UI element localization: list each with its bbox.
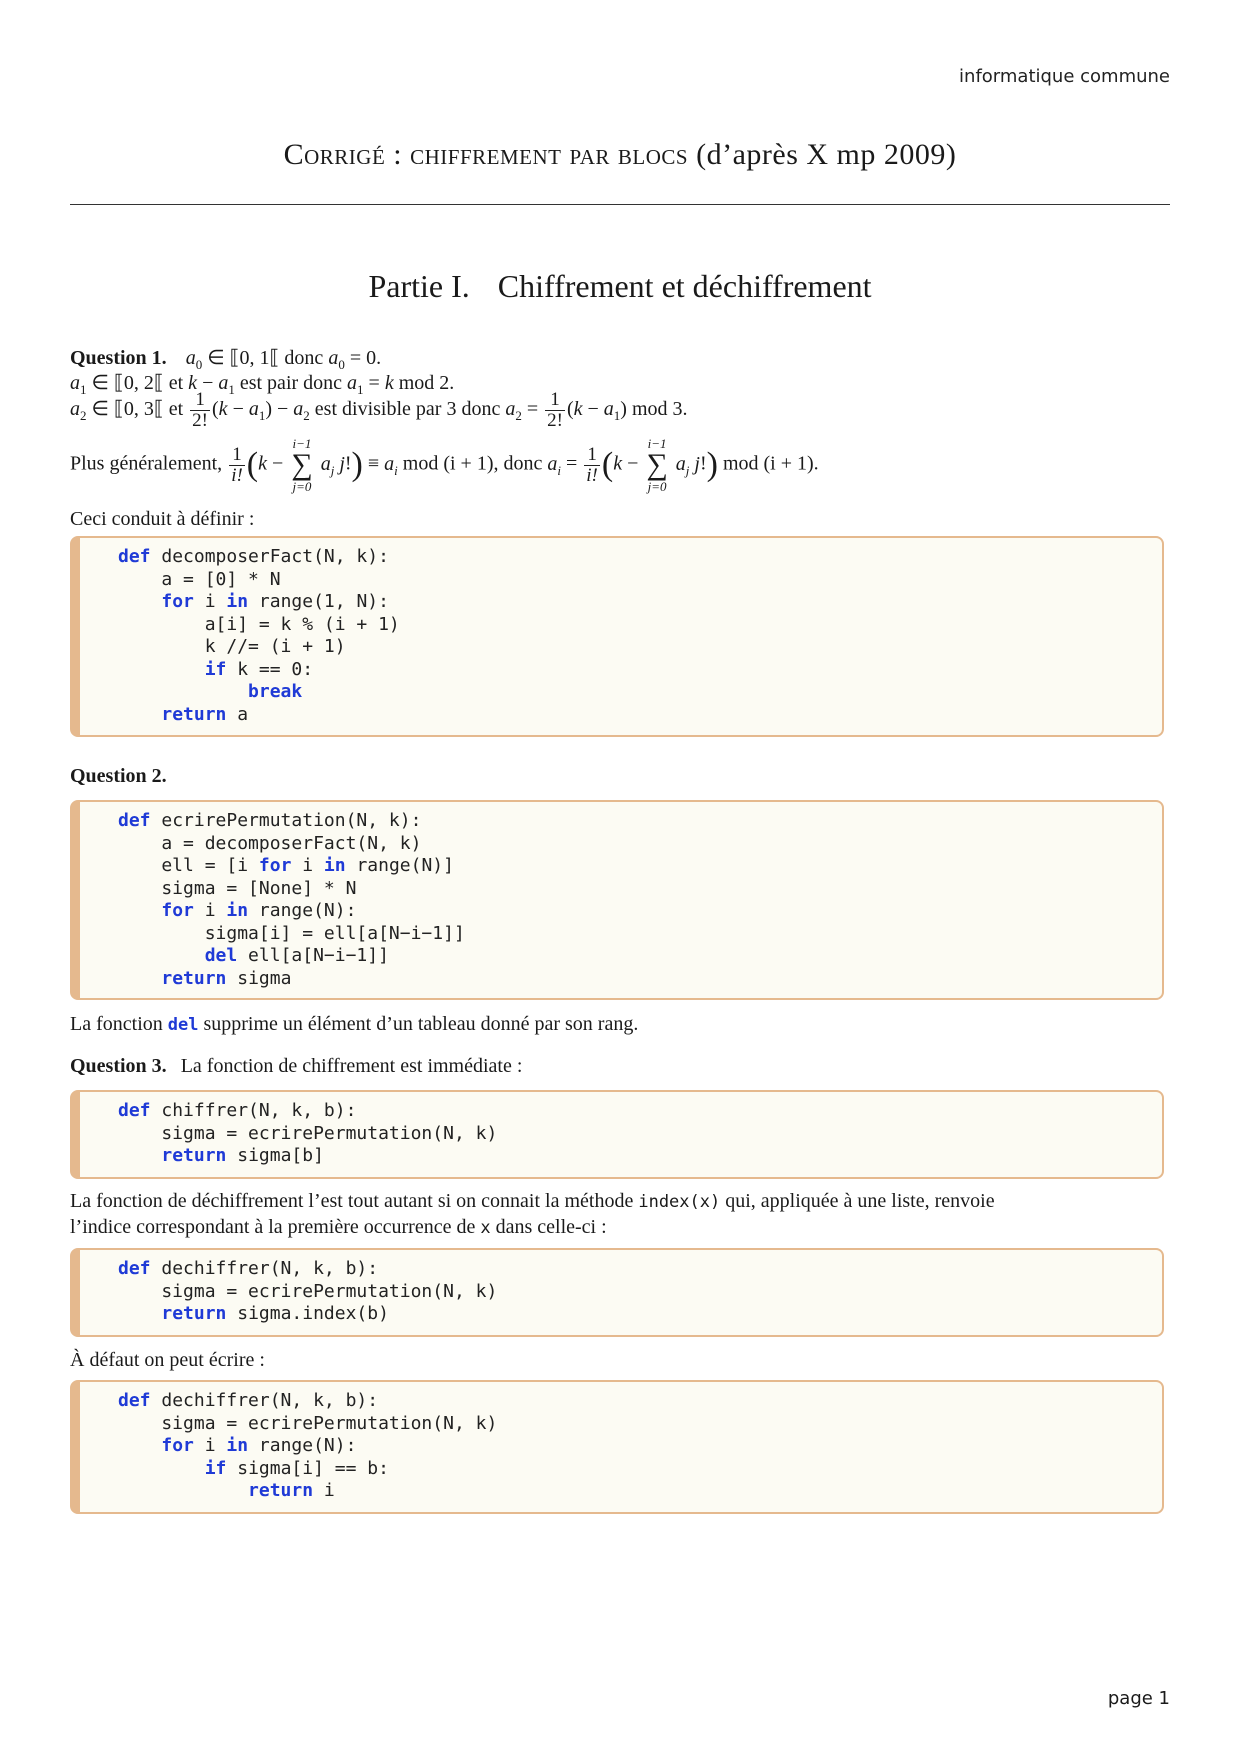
code-keyword: return: [161, 1145, 227, 1166]
q3-line: [70, 1055, 522, 1078]
code-text: ecrirePermutation(N, k):: [150, 810, 422, 831]
code-line: [118, 1145, 1162, 1168]
document-title: [0, 138, 1240, 172]
code-line: [118, 1413, 1162, 1436]
q1-text-donc: donc: [284, 347, 324, 369]
code-text: [118, 1480, 248, 1501]
code-dechiffrer-1: [80, 1250, 1162, 1326]
code-text: sigma.index(b): [226, 1303, 389, 1324]
code-keyword: in: [226, 591, 249, 612]
q2-note: [70, 1013, 638, 1036]
q3-label: Question 3.: [70, 1055, 167, 1077]
code-text: decomposerFact(N, k):: [150, 546, 389, 567]
q3-intro: La fonction de chiffrement est immédiate :: [180, 1055, 523, 1077]
q3-para-l1-code: index(x): [638, 1192, 721, 1212]
q1-text-mod-i1-end: mod (i + 1).: [722, 452, 819, 475]
code-line: [118, 546, 1162, 569]
code-chiffrer: [80, 1092, 1162, 1168]
code-text: [118, 968, 161, 989]
part-name: Chiffrement et déchiffrement: [497, 268, 872, 304]
q1-text-et-2: et: [168, 398, 184, 421]
code-line: [118, 636, 1162, 659]
code-text: sigma = ecrirePermutation(N, k): [118, 1412, 498, 1434]
code-text: dechiffrer(N, k, b):: [150, 1390, 379, 1411]
code-text: range(N):: [248, 900, 357, 921]
code-permutation: [80, 802, 1162, 990]
code-decomposer: [80, 538, 1162, 726]
q1-text-mod-i1: mod (i + 1), donc: [402, 452, 543, 475]
code-keyword: in: [226, 1435, 249, 1456]
code-keyword: if: [204, 1457, 227, 1479]
q2-line: [70, 765, 181, 788]
code-text: [118, 681, 248, 702]
course-header: informatique commune: [959, 66, 1170, 87]
code-keyword: return: [161, 1303, 227, 1324]
page-number: page 1: [1107, 1688, 1170, 1709]
code-line: [118, 614, 1162, 637]
q3-para-line-1: [70, 1190, 1170, 1213]
q2-note-before: La fonction: [70, 1013, 168, 1035]
q2-note-after: supprime un élément d’un tableau donné par son rang.: [198, 1013, 639, 1035]
q2-label: Question 2.: [70, 765, 167, 787]
code-keyword: def: [118, 546, 151, 567]
code-text: k == 0:: [226, 658, 314, 680]
q1-text-pair: est pair donc: [239, 372, 343, 394]
code-line: [118, 900, 1162, 923]
code-text: a: [226, 703, 249, 725]
code-text: range(N)]: [345, 855, 454, 876]
code-line: [118, 1435, 1162, 1458]
code-text: [118, 945, 205, 966]
part-title: [0, 268, 1240, 305]
code-line: [118, 591, 1162, 614]
code-line: [118, 704, 1162, 727]
title-rule: [70, 204, 1170, 205]
code-line: [118, 1480, 1162, 1503]
code-text: i: [193, 900, 227, 921]
code-keyword: def: [118, 1100, 151, 1121]
code-text: i: [193, 1435, 227, 1456]
q1-line-2: $a_1$ ∈ ⟦0, 2⟦ et $k - a_1$ est pair donc $a_1 = k$ mod 2.: [70, 372, 455, 397]
code-keyword: for: [258, 855, 292, 876]
code-block-permutation: [70, 800, 1164, 1000]
code-text: i: [313, 1480, 335, 1501]
code-keyword: return: [248, 1480, 314, 1501]
code-text: sigma[i] = ell[a[N−i−1]]: [118, 922, 465, 944]
code-text: range(1, N):: [248, 591, 389, 612]
code-text: i: [193, 591, 227, 612]
code-line: [118, 968, 1162, 991]
q3-para-line-2: [70, 1216, 607, 1239]
code-text: [118, 704, 161, 725]
code-keyword: def: [118, 1390, 151, 1411]
code-line: [118, 1458, 1162, 1481]
title-main: Corrigé : chiffrement par blocs: [283, 138, 689, 171]
code-line: [118, 923, 1162, 946]
code-text: [118, 1435, 161, 1456]
code-line: [118, 1281, 1162, 1304]
code-text: sigma[b]: [226, 1145, 324, 1166]
code-text: sigma = ecrirePermutation(N, k): [118, 1122, 498, 1144]
code-line: [118, 1100, 1162, 1123]
q1-text-et: et: [168, 372, 184, 394]
q3-para-l1-b: qui, appliquée à une liste, renvoie: [720, 1190, 995, 1212]
code-text: [118, 1303, 161, 1324]
q1-line-5: Ceci conduit à définir :: [70, 508, 255, 530]
title-suffix: (d’après X mp 2009): [688, 138, 957, 171]
code-line: [118, 878, 1162, 901]
code-text: ell[a[N−i−1]]: [237, 945, 389, 966]
code-text: [118, 591, 161, 612]
code-keyword: for: [161, 900, 194, 921]
code-keyword: for: [161, 1435, 194, 1456]
q2-note-kw: del: [167, 1015, 199, 1035]
code-line: [118, 569, 1162, 592]
code-keyword: for: [161, 591, 194, 612]
code-text: [118, 900, 161, 921]
q3-para-l2-a: l’indice correspondant à la première occurrence de: [70, 1216, 481, 1238]
q1-line-1: Question 1. $a_0$ ∈ ⟦0, 1⟦ donc $a_0 = 0$.: [70, 347, 382, 372]
code-line: [118, 1303, 1162, 1326]
code-line: [118, 1123, 1162, 1146]
code-keyword: def: [118, 810, 151, 831]
q1-text-mod3: mod 3.: [631, 398, 688, 421]
code-text: k //= (i + 1): [118, 636, 346, 657]
code-keyword: return: [161, 967, 227, 989]
code-text: [118, 1145, 161, 1166]
code-text: sigma: [226, 967, 292, 989]
code-keyword: in: [226, 900, 249, 921]
code-keyword: if: [204, 658, 227, 680]
code-text: dechiffrer(N, k, b):: [150, 1258, 379, 1279]
code-line: [118, 855, 1162, 878]
part-number: Partie I.: [368, 268, 470, 304]
q3-defaut: À défaut on peut écrire :: [70, 1349, 265, 1371]
code-block-dechiffrer-2: [70, 1380, 1164, 1514]
code-text: i: [291, 855, 324, 876]
q3-para-l2-code: x: [480, 1218, 491, 1238]
q1-text-mod2: mod 2.: [398, 372, 455, 394]
code-keyword: del: [204, 945, 238, 966]
code-text: a = [0] * N: [118, 568, 281, 590]
code-keyword: break: [248, 681, 303, 702]
q3-para-l2-b: dans celle-ci :: [490, 1216, 607, 1238]
code-text: chiffrer(N, k, b):: [150, 1100, 357, 1121]
code-text: [118, 659, 205, 680]
code-text: sigma[i] == b:: [226, 1457, 389, 1479]
code-text: [118, 1458, 205, 1479]
code-block-dechiffrer-1: [70, 1248, 1164, 1337]
code-line: [118, 833, 1162, 856]
code-line: [118, 1258, 1162, 1281]
code-text: a = decomposerFact(N, k): [118, 832, 422, 854]
code-block-decomposer: [70, 536, 1164, 737]
q1-text-divisible: est divisible par 3 donc: [314, 398, 501, 421]
code-dechiffrer-2: [80, 1382, 1162, 1503]
q1-line-4: Plus généralement, $\frac{1}{i!}$ (k − i−1 ∑ j=0 $a_j$ $j!) \equiv a_i$ mod (i + 1), donc $a_i$ = $\frac{1}{i!}$ (k − i−1 ∑ j=0 $a_j$ j!) mod (i + 1).: [70, 436, 819, 494]
code-text: ell = [i: [118, 855, 259, 876]
code-text: a[i] = k % (i + 1): [118, 613, 400, 635]
q3-para-l1-a: La fonction de déchiffrement l’est tout autant si on connait la méthode: [70, 1190, 639, 1212]
code-keyword: return: [161, 703, 227, 725]
code-keyword: def: [118, 1258, 151, 1279]
code-keyword: in: [323, 855, 346, 876]
code-line: [118, 945, 1162, 968]
q1-label: Question 1.: [70, 347, 167, 369]
code-line: [118, 659, 1162, 682]
code-text: range(N):: [248, 1435, 357, 1456]
code-line: [118, 1390, 1162, 1413]
code-text: sigma = [None] * N: [118, 877, 357, 899]
q1-text-general: Plus généralement,: [70, 452, 223, 475]
q1-line-3: $a_2$ ∈ ⟦0, 3⟦ et $\frac{1}{2!}$ $(k - a_1) - a_2$ est divisible par 3 donc $a_2$ = $\frac{1}{2!}$ $(k - a_1)$ mod 3.: [70, 389, 688, 431]
code-text: sigma = ecrirePermutation(N, k): [118, 1280, 498, 1302]
code-line: [118, 681, 1162, 704]
code-line: [118, 810, 1162, 833]
code-block-chiffrer: [70, 1090, 1164, 1179]
